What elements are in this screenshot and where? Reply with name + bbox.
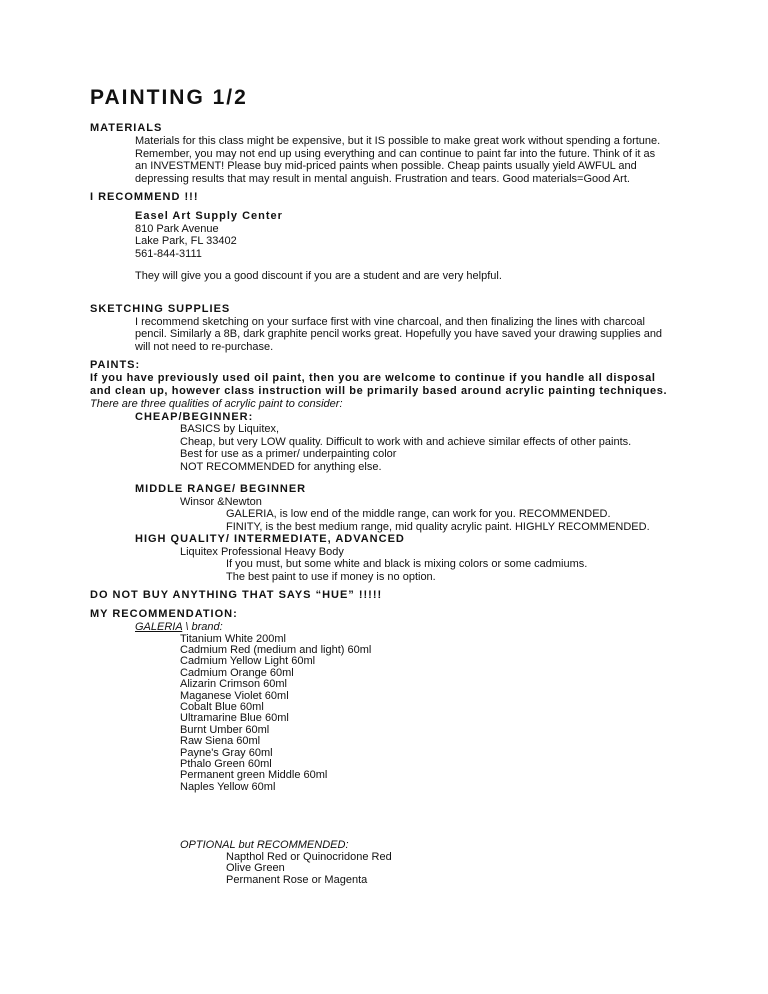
color-item: Cadmium Orange 60ml	[180, 666, 294, 679]
store-info	[90, 210, 690, 283]
sketching-heading: SKETCHING SUPPLIES	[90, 302, 231, 315]
cheap-line: BASICS by Liquitex,	[180, 423, 280, 435]
cheap-line: NOT RECOMMENDED for anything else.	[180, 460, 382, 473]
recommend-heading: I RECOMMEND !!!	[90, 191, 199, 203]
paints-intro: There are three qualities of acrylic paint to consider:	[90, 398, 343, 410]
materials-line: Remember, you may not end up using everything and can continue to paint far into the future. Think of it as	[135, 147, 656, 160]
sketching-line: I recommend sketching on your surface first with vine charcoal, and then finalizing the lines with charcoal	[135, 315, 645, 328]
color-item: Payne's Gray 60ml	[180, 746, 273, 759]
cheap-heading: CHEAP/BEGINNER:	[135, 410, 254, 423]
color-item: Ultramarine Blue 60ml	[180, 712, 289, 725]
optional-item: Napthol Red or Quinocridone Red	[226, 850, 392, 863]
sketching-line: pencil. Similarly a 8B, dark graphite pencil works great. Hopefully you have saved your drawing supplies and	[135, 328, 663, 340]
store-note: They will give you a good discount if you are a student and are very helpful.	[135, 270, 502, 282]
sketching-body	[90, 316, 690, 354]
brand-label	[135, 621, 690, 634]
my-recommendation-heading: MY RECOMMENDATION:	[90, 608, 238, 620]
page-title: PAINTING 1/2	[90, 86, 248, 109]
color-item: Pthalo Green 60ml	[180, 757, 272, 770]
store-address-line2: Lake Park, FL 33402	[135, 235, 237, 247]
color-item: Titanium White 200ml	[180, 632, 286, 645]
cheap-line: Cheap, but very LOW quality. Difficult to work with and achieve similar effects of other paints.	[180, 435, 632, 448]
paints-heading: PAINTS:	[90, 359, 141, 371]
high-body	[90, 558, 690, 583]
color-item: Burnt Umber 60ml	[180, 723, 270, 736]
document-page	[90, 86, 690, 886]
color-item: Alizarin Crimson 60ml	[180, 678, 287, 691]
high-heading: HIGH QUALITY/ INTERMEDIATE, ADVANCED	[135, 533, 405, 545]
optional-item: Olive Green	[226, 862, 285, 875]
store-address-line1: 810 Park Avenue	[135, 222, 219, 235]
color-item: Raw Siena 60ml	[180, 735, 261, 748]
store-phone: 561-844-3111	[135, 247, 202, 260]
materials-line: depressing results that may result in mental anguish. Frustration and tears. Good materials=Good Art.	[135, 172, 630, 185]
optional-list	[90, 852, 690, 886]
color-item: Naples Yellow 60ml	[180, 780, 276, 793]
high-line: If you must, but some white and black is mixing colors or some cadmiums.	[226, 558, 588, 570]
cheap-body	[90, 423, 690, 473]
paints-oil-note: If you have previously used oil paint, then you are welcome to continue if you handle all disposal	[90, 372, 656, 384]
materials-heading: MATERIALS	[90, 122, 163, 134]
color-list	[90, 634, 690, 794]
sketching-line: will not need to re-purchase.	[135, 340, 274, 353]
materials-line: Materials for this class might be expensive, but it IS possible to make great work without spending a fortune.	[135, 135, 661, 147]
high-line: The best paint to use if money is no option.	[226, 570, 436, 583]
middle-line: GALERIA, is low end of the middle range, can work for you. RECOMMENDED.	[226, 508, 611, 520]
color-item: Maganese Violet 60ml	[180, 689, 289, 702]
paints-oil-note: and clean up, however class instruction will be primarily based around acrylic painting techniques.	[90, 385, 668, 397]
middle-line: FINITY, is the best medium range, mid quality acrylic paint. HIGHLY RECOMMENDED.	[226, 520, 650, 533]
high-brand: Liquitex Professional Heavy Body	[180, 545, 344, 558]
middle-heading: MIDDLE RANGE/ BEGINNER	[135, 483, 307, 495]
hue-warning: DO NOT BUY ANYTHING THAT SAYS “HUE” !!!!!	[90, 589, 383, 601]
middle-brand: Winsor &Newton	[180, 495, 262, 508]
middle-body	[90, 508, 690, 533]
color-item: Cadmium Yellow Light 60ml	[180, 655, 316, 668]
brand-label-suffix: \ brand:	[182, 621, 223, 633]
color-item: Cobalt Blue 60ml	[180, 700, 264, 713]
color-item: Permanent green Middle 60ml	[180, 769, 328, 782]
materials-body	[90, 135, 690, 185]
brand-label-name: GALERIA	[135, 621, 183, 633]
optional-item: Permanent Rose or Magenta	[226, 873, 368, 886]
color-item: Cadmium Red (medium and light) 60ml	[180, 643, 372, 656]
store-name: Easel Art Supply Center	[135, 210, 283, 222]
materials-line: an INVESTMENT! Please buy mid-priced paints when possible. Cheap paints usually yield AWFUL and	[135, 160, 637, 172]
optional-label: OPTIONAL but RECOMMENDED:	[180, 839, 349, 852]
cheap-line: Best for use as a primer/ underpainting color	[180, 448, 397, 460]
